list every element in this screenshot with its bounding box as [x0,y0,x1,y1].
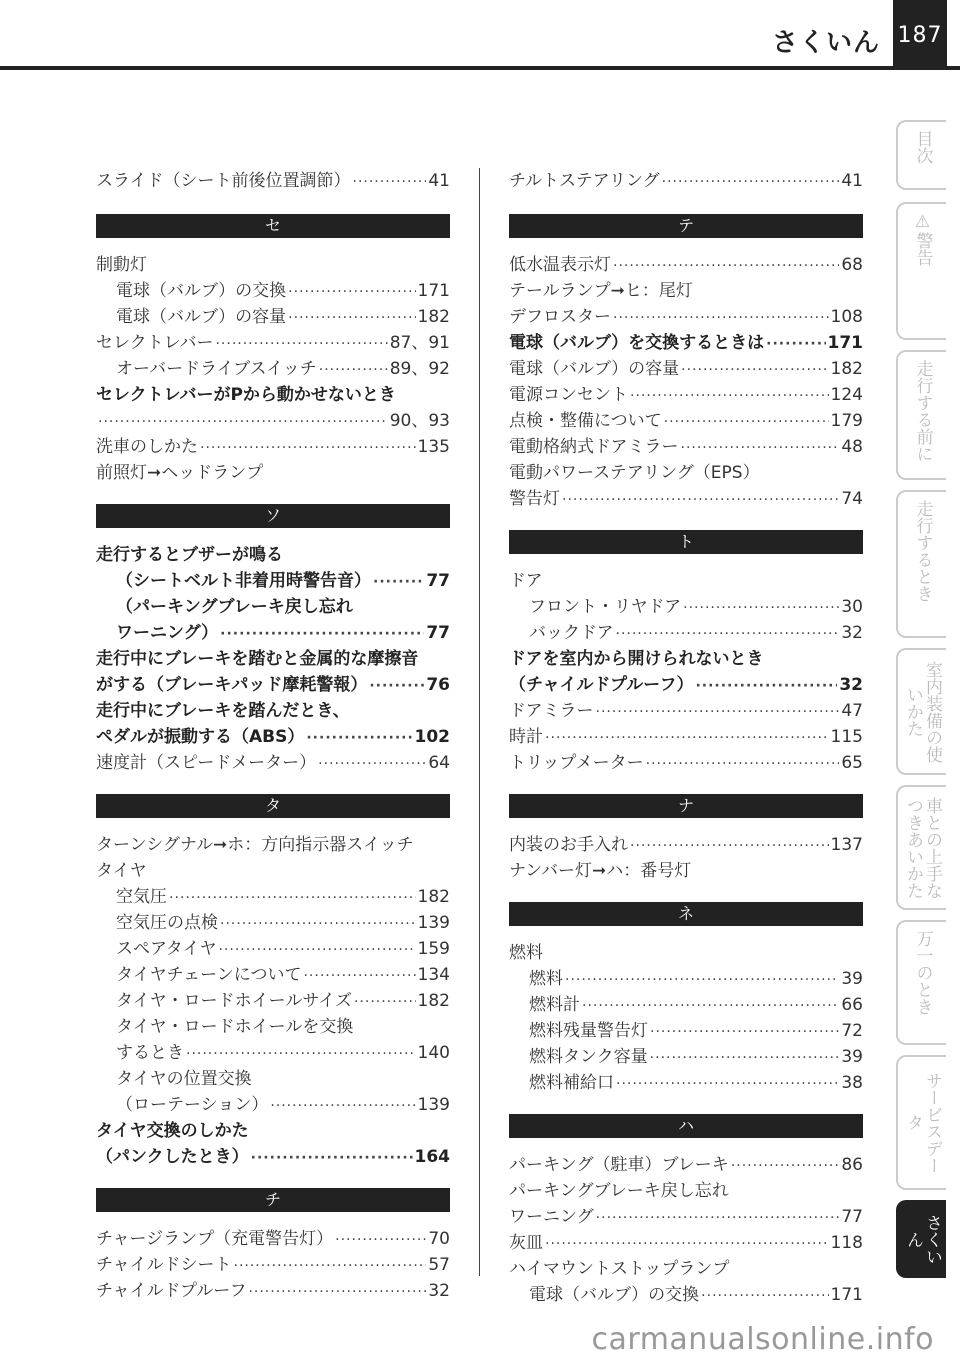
entry-page-number: 41 [841,171,863,191]
index-entry[interactable] [96,858,450,884]
index-entry[interactable] [96,330,450,356]
chapter-tab-label: 車との上手なつきあいかた [903,796,942,899]
index-entry[interactable] [96,542,450,568]
index-entry[interactable] [96,620,450,646]
page-title: さくいん [771,28,880,58]
index-entry[interactable] [96,750,450,776]
index-entry[interactable] [96,434,450,460]
entry-label: セレクトレバー [96,333,214,353]
entry-label: タイヤチェーンについて [116,965,302,985]
entry-page-number: 139 [417,913,450,933]
entry-page-number: 57 [428,1255,450,1275]
entry-page-number: 137 [830,835,863,855]
entry-label: ワーニング） [116,623,219,643]
entry-label: がする（ブレーキパッド摩耗警報） [96,675,368,695]
entry-label: （パーキングブレーキ戻し忘れ [116,597,353,617]
entry-page-number: 171 [417,281,450,301]
index-entry[interactable] [509,594,863,620]
entry-label: ドア [509,571,543,591]
entry-page-number: 171 [827,333,863,353]
entry-page-number: 179 [830,411,863,431]
entry-label: 燃料計 [529,995,580,1015]
entry-page-number: 77 [426,623,450,643]
entry-label: チャージランプ（充電警告灯） [96,1229,334,1249]
chapter-tab-label: サービスデータ [903,1071,942,1174]
index-entry[interactable] [509,1070,863,1096]
entry-page-number: 47 [841,701,863,721]
header-rule [0,66,960,70]
index-entry[interactable] [509,858,863,884]
entry-label: テールランプ➞ヒ：尾灯 [509,281,693,301]
entry-page-number: 115 [830,727,863,747]
entry-label: トリップメーター [509,753,644,773]
leader-dots [616,621,840,647]
entry-label: スライド（シート前後位置調節） [96,171,351,191]
index-entry[interactable] [96,568,450,594]
entry-label: 空気圧 [116,887,167,907]
index-entry[interactable] [509,724,863,750]
index-entry[interactable] [96,304,450,330]
leader-dots [373,569,424,595]
index-entry[interactable] [96,1118,450,1144]
entry-label: チルトステアリング [509,171,660,191]
entry-page-number: 90、93 [389,411,450,431]
index-entry[interactable] [96,1144,450,1170]
leader-dots [681,435,840,461]
index-entry[interactable] [96,1226,450,1252]
entry-label: 電動格納式ドアミラー [509,437,679,457]
leader-dots [369,673,424,699]
entry-label: パーキング（駐車）ブレーキ [509,1155,729,1175]
chapter-tab[interactable] [896,785,946,910]
chapter-tab-label: ⚠警告 [912,212,933,266]
entry-label: 制動灯 [96,255,147,275]
chapter-tab-label: 走行する前に [912,360,933,462]
entry-label: 灰皿 [509,1233,543,1253]
leader-dots [319,357,388,383]
leader-dots [545,1231,829,1257]
leader-dots [169,885,416,911]
entry-page-number: 182 [830,359,863,379]
leader-dots [318,751,426,777]
entry-page-number: 68 [841,255,863,275]
entry-label: 燃料補給口 [529,1073,614,1093]
chapter-tab[interactable] [896,1200,946,1278]
entry-label: 電球（バルブ）を交換するときは [509,333,765,353]
index-entry[interactable] [509,992,863,1018]
index-entry[interactable] [509,966,863,992]
entry-label: ドアミラー [509,701,594,721]
chapter-tab[interactable] [896,490,946,638]
leader-dots [695,673,837,699]
entry-page-number: 39 [841,969,863,989]
entry-page-number: 66 [841,995,863,1015]
leader-dots [701,1283,828,1309]
index-entry[interactable] [509,832,863,858]
index-entry[interactable] [509,252,863,278]
index-entry[interactable] [509,1044,863,1070]
index-entry[interactable] [96,382,450,408]
index-entry[interactable] [96,698,450,724]
leader-dots [664,409,829,435]
entry-page-number: 182 [417,991,450,1011]
leader-dots [613,305,829,331]
entry-label: 燃料タンク容量 [529,1047,648,1067]
section-header: テ [509,214,863,238]
entry-label: 警告灯 [509,489,560,509]
leader-dots [630,833,829,859]
section-header: ハ [509,1114,863,1138]
index-entry[interactable] [96,252,450,278]
leader-dots [650,1019,839,1045]
entry-page-number: 139 [417,1095,450,1115]
index-entry[interactable] [96,1252,450,1278]
leader-dots [288,305,415,331]
index-entry[interactable] [509,940,863,966]
leader-dots [562,487,839,513]
watermark: carmanualsonline.info [591,1322,934,1357]
index-entry[interactable] [96,724,450,750]
entry-label: 空気圧の点検 [116,913,218,933]
index-entry[interactable] [96,646,450,672]
entry-label: パーキングブレーキ戻し忘れ [509,1181,729,1201]
leader-dots [683,595,839,621]
chapter-tab-label: 走行するとき [912,500,933,602]
entry-label: タイヤ [96,861,147,881]
index-entry[interactable] [96,962,450,988]
index-column-right [509,168,863,1308]
index-entry[interactable] [509,1018,863,1044]
index-entry[interactable] [96,910,450,936]
index-entry[interactable] [96,832,450,858]
leader-dots [662,169,840,195]
entry-page-number: 102 [414,727,450,747]
leader-dots [218,937,415,963]
entry-label: 洗車のしかた [96,437,198,457]
index-entry[interactable] [509,408,863,434]
chapter-tab-label: さくいん [903,1213,942,1265]
leader-dots [220,911,416,937]
index-entry[interactable] [509,568,863,594]
entry-label: チャイルドシート [96,1255,232,1275]
entry-page-number: 108 [830,307,863,327]
entry-page-number: 38 [841,1073,863,1093]
index-entry[interactable] [509,460,863,486]
entry-label: タイヤ・ロードホイールサイズ [116,991,352,1011]
index-entry[interactable] [509,1282,863,1308]
entry-page-number: 182 [417,307,450,327]
column-divider [479,168,480,1276]
index-entry[interactable] [509,382,863,408]
leader-dots [731,1153,840,1179]
entry-label: 電球（バルブ）の交換 [116,281,287,301]
entry-page-number: 182 [417,887,450,907]
entry-page-number: 32 [839,675,863,695]
leader-dots [646,751,840,777]
leader-dots [270,1093,415,1119]
leader-dots [335,1227,426,1253]
chapter-tab-label: 万一のとき [912,930,933,1015]
leader-dots [766,331,825,357]
section-header: ソ [96,504,450,528]
index-entry[interactable] [96,460,450,486]
entry-label: 走行するとブザーが鳴る [96,545,283,565]
leader-dots [596,699,840,725]
leader-dots [200,435,416,461]
section-header: タ [96,794,450,818]
index-entry[interactable] [96,1014,450,1040]
entry-page-number: 89、92 [389,359,450,379]
entry-page-number: 77 [426,571,450,591]
leader-dots [565,967,839,993]
entry-page-number: 140 [417,1043,450,1063]
index-entry[interactable] [509,672,863,698]
index-entry[interactable] [509,1152,863,1178]
entry-label: バックドア [529,623,614,643]
entry-label: ナンバー灯➞ハ：番号灯 [509,861,692,881]
index-entry[interactable] [96,672,450,698]
leader-dots [545,725,829,751]
entry-label: スペアタイヤ [116,939,217,959]
index-entry[interactable] [509,620,863,646]
entry-label: ハイマウントストップランプ [509,1259,730,1279]
index-entry[interactable] [96,1092,450,1118]
leader-dots [354,989,416,1015]
entry-label: タイヤの位置交換 [116,1069,252,1089]
index-entry[interactable] [509,1230,863,1256]
index-entry[interactable] [509,750,863,776]
entry-label: ペダルが振動する（ABS） [96,727,305,747]
index-entry[interactable] [96,884,450,910]
entry-page-number: 171 [830,1285,863,1305]
index-entry[interactable] [509,1178,863,1204]
entry-label: フロント・リヤドア [529,597,682,617]
entry-page-number: 48 [841,437,863,457]
chapter-tab[interactable] [896,1055,946,1190]
entry-label: チャイルドプルーフ [96,1281,247,1301]
leader-dots [616,1071,839,1097]
entry-page-number: 86 [841,1155,863,1175]
chapter-tab-label: 室内装備の使いかた [903,660,942,763]
index-entry[interactable] [509,356,863,382]
leader-dots [98,409,388,435]
entry-label: 電動パワーステアリング（EPS） [509,463,760,483]
entry-label: ターンシグナル➞ホ：方向指示器スイッチ [96,835,414,855]
entry-label: 時計 [509,727,543,747]
leader-dots [248,1279,426,1305]
entry-page-number: 32 [841,623,863,643]
entry-label: 速度計（スピードメーター） [96,753,317,773]
entry-page-number: 64 [428,753,450,773]
index-entry[interactable] [509,434,863,460]
section-header: ナ [509,794,863,818]
index-entry[interactable] [509,1204,863,1230]
entry-page-number: 134 [417,965,450,985]
entry-page-number: 74 [841,489,863,509]
chapter-tab[interactable] [896,920,946,1045]
entry-label: するとき [116,1043,184,1063]
section-header: チ [96,1188,450,1212]
entry-page-number: 65 [841,753,863,773]
index-entry[interactable] [96,278,450,304]
index-entry[interactable] [96,356,450,382]
entry-label: ドアを室内から開けられないとき [509,649,764,669]
leader-dots [288,279,415,305]
entry-label: （パンクしたとき） [96,1147,249,1167]
entry-page-number: 164 [414,1147,450,1167]
entry-label: 電源コンセント [509,385,628,405]
index-entry[interactable] [96,1278,450,1304]
index-column-left [96,168,450,1304]
entry-label: （チャイルドプルーフ） [509,675,694,695]
index-entry[interactable] [509,486,863,512]
index-entry[interactable] [96,408,450,434]
leader-dots [630,383,829,409]
entry-page-number: 41 [428,171,450,191]
index-entry[interactable] [96,988,450,1014]
entry-page-number: 159 [417,939,450,959]
entry-label: 電球（バルブ）の容量 [509,359,680,379]
section-header: ト [509,530,863,554]
chapter-tab-label: 目次 [912,130,933,164]
leader-dots [215,331,387,357]
entry-label: タイヤ交換のしかた [96,1121,249,1141]
leader-dots [596,1205,840,1231]
index-entry[interactable] [509,278,863,304]
entry-label: 電球（バルブ）の交換 [529,1285,700,1305]
section-header: ネ [509,902,863,926]
entry-page-number: 32 [428,1281,450,1301]
entry-label: タイヤ・ロードホイールを交換 [116,1017,354,1037]
entry-label: 点検・整備について [509,411,662,431]
chapter-tab[interactable] [896,350,946,480]
leader-dots [681,357,828,383]
entry-page-number: 30 [841,597,863,617]
entry-page-number: 76 [426,675,450,695]
index-entry[interactable] [96,594,450,620]
entry-label: オーバードライブスイッチ [116,359,317,379]
entry-label: （シートベルト非着用時警告音） [116,571,371,591]
entry-page-number: 124 [830,385,863,405]
entry-label: ワーニング [509,1207,594,1227]
index-entry[interactable] [509,698,863,724]
entry-page-number: 70 [428,1229,450,1249]
index-entry[interactable] [509,304,863,330]
entry-label: 低水温表示灯 [509,255,611,275]
entry-page-number: 72 [841,1021,863,1041]
entry-page-number: 118 [830,1233,863,1253]
entry-label: 走行中にブレーキを踏んだとき、 [96,701,350,721]
entry-page-number: 77 [841,1207,863,1227]
leader-dots [613,253,839,279]
leader-dots [251,1145,413,1171]
index-entry[interactable] [509,1256,863,1282]
entry-label: 内装のお手入れ [509,835,628,855]
entry-label: デフロスター [509,307,611,327]
entry-label: 前照灯➞ヘッドランプ [96,463,264,483]
chapter-tab[interactable] [896,202,946,340]
index-entry[interactable] [509,330,863,356]
leader-dots [353,169,427,195]
entry-page-number: 87、91 [389,333,450,353]
entry-label: セレクトレバーがPから動かせないとき [96,385,396,405]
leader-dots [234,1253,427,1279]
section-header: セ [96,214,450,238]
leader-dots [220,621,424,647]
index-entry[interactable] [509,646,863,672]
entry-page-number: 135 [417,437,450,457]
chapter-tab[interactable] [896,648,946,775]
index-entry[interactable] [96,1066,450,1092]
chapter-tab[interactable] [896,120,946,190]
entry-label: 電球（バルブ）の容量 [116,307,287,327]
leader-dots [186,1041,416,1067]
index-entry[interactable] [96,936,450,962]
entry-label: 燃料 [509,943,543,963]
leader-dots [650,1045,840,1071]
entry-page-number: 39 [841,1047,863,1067]
index-entry[interactable] [96,1040,450,1066]
entry-label: 走行中にブレーキを踏むと金属的な摩擦音 [96,649,419,669]
entry-label: 燃料 [529,969,563,989]
entry-label: （ローテーション） [116,1095,269,1115]
leader-dots [303,963,415,989]
leader-dots [582,993,839,1019]
index-entry[interactable] [509,168,863,194]
index-entry[interactable] [96,168,450,194]
page-number: 187 [893,0,947,70]
leader-dots [306,725,412,751]
entry-label: 燃料残量警告灯 [529,1021,648,1041]
